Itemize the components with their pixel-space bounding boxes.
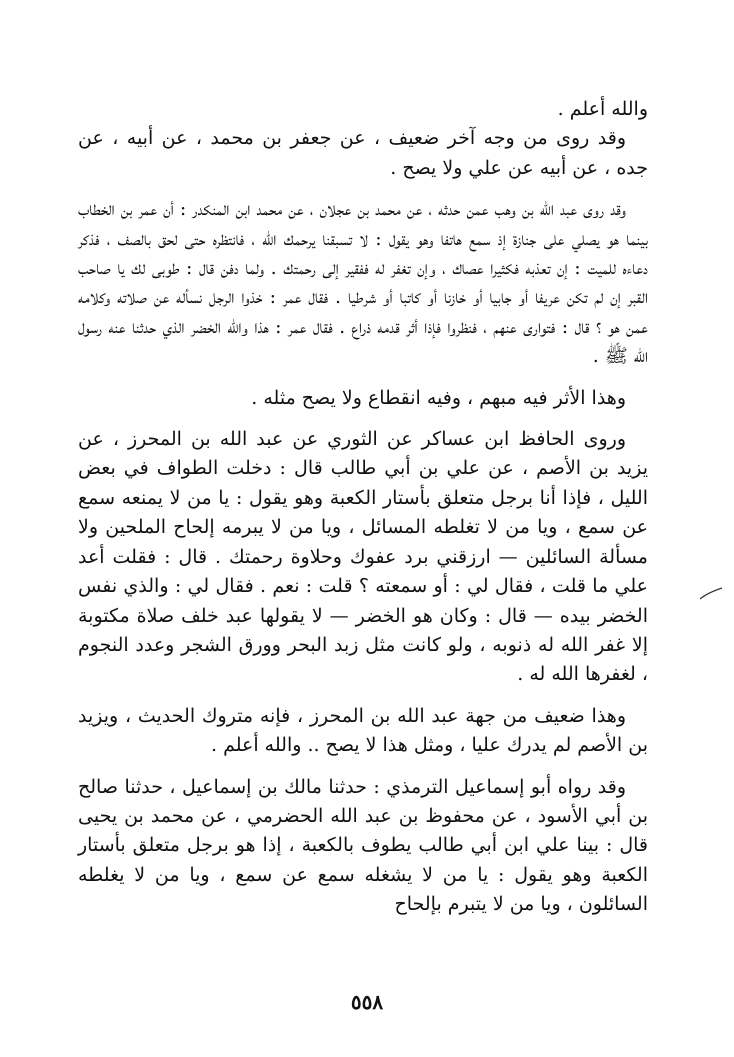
page-body [78,95,648,920]
paragraph-umar-funeral-narration: وقد روى عبد الله بن وهب عمن حدثه ، عن محمد بن عجلان ، عن محمد ابن المنكدر : أن عمر بن الخطاب بينما هو يصلي على جنازة إذ سمع هاتفا وهو يقول : لا تسبقنا يرحمك الله ، فانتظره حتى لحق بالصف ، فذكر دعاءه للميت : إن تعذبه فكثيرا عصاك ، وإن تغفر له ففقير إلى رحمتك . ولما دفن قال : طوبى لك يا صاحب القبر إن لم تكن عريفا أو جابيا أو خازنا أو كاتبا أو شرطيا . فقال عمر : خذوا الرجل نسأله عن صلاته وكلامه عمن هو ؟ قال : فتوارى عنهم ، فنظروا فإذا أثر قدمه ذراع . فقال عمر : هذا والله الخضر الذي حدثنا عنه رسول الله ﷺ . [78,198,648,368]
paragraph-ibn-muharraz-assessment: وهذا ضعيف من جهة عبد الله بن المحرز ، فإنه متروك الحديث ، ويزيد بن الأصم لم يدرك عليا ، ومثل هذا لا يصح .. والله أعلم . [78,704,648,757]
paragraph-chain-weakness-note: وهذا الأثر فيه مبهم ، وفيه انقطاع ولا يصح مثله . [251,386,626,409]
margin-pen-mark [698,585,724,605]
paragraph-closing-line: والله أعلم . [557,98,648,120]
paragraph-tirmidhi-narration: وقد رواه أبو إسماعيل الترمذي : حدثنا مالك بن إسماعيل ، حدثنا صالح بن أبي الأسود ، عن محفوظ بن عبد الله الحضرمي ، عن محمد بن يحيى قال : بينا علي ابن أبي طالب يطوف بالكعبة ، إذا هو برجل متعلق بأستار الكعبة وهو يقول : يا من لا يشغله سمع عن سمع ، ويا من لا يغلطه السائلون ، ويا من لا يتبرم بإلحاح [78,775,648,916]
paragraph-jafar-narration: وقد روى من وجه آخر ضعيف ، عن جعفر بن محمد ، عن أبيه ، عن جده ، عن أبيه عن علي ولا يصح . [78,127,648,179]
page-number: ٥٥٨ [350,990,384,1014]
paragraph-ibn-asakir-narration: وروى الحافظ ابن عساكر عن الثوري عن عبد الله بن المحرز ، عن يزيد بن الأصم ، عن علي بن أبي طالب قال : دخلت الطواف في بعض الليل ، فإذا أنا برجل متعلق بأستار الكعبة وهو يقول : يا من لا يمنعه سمع عن سمع ، ويا من لا تغلطه المسائل ، ويا من لا يبرمه إلحاح الملحين ولا مسألة السائلين — ارزقني برد عفوك وحلاوة رحمتك . قال : فقلت أعد علي ما قلت ، فقال لي : أو سمعته ؟ قلت : نعم . فقال لي : والذي نفس الخضر بيده — قال : وكان هو الخضر — لا يقولها عبد خلف صلاة مكتوبة إلا غفر الله له ذنوبه ، ولو كانت مثل زبد البحر وورق الشجر وعدد النجوم ، لغفرها الله له . [78,428,648,686]
